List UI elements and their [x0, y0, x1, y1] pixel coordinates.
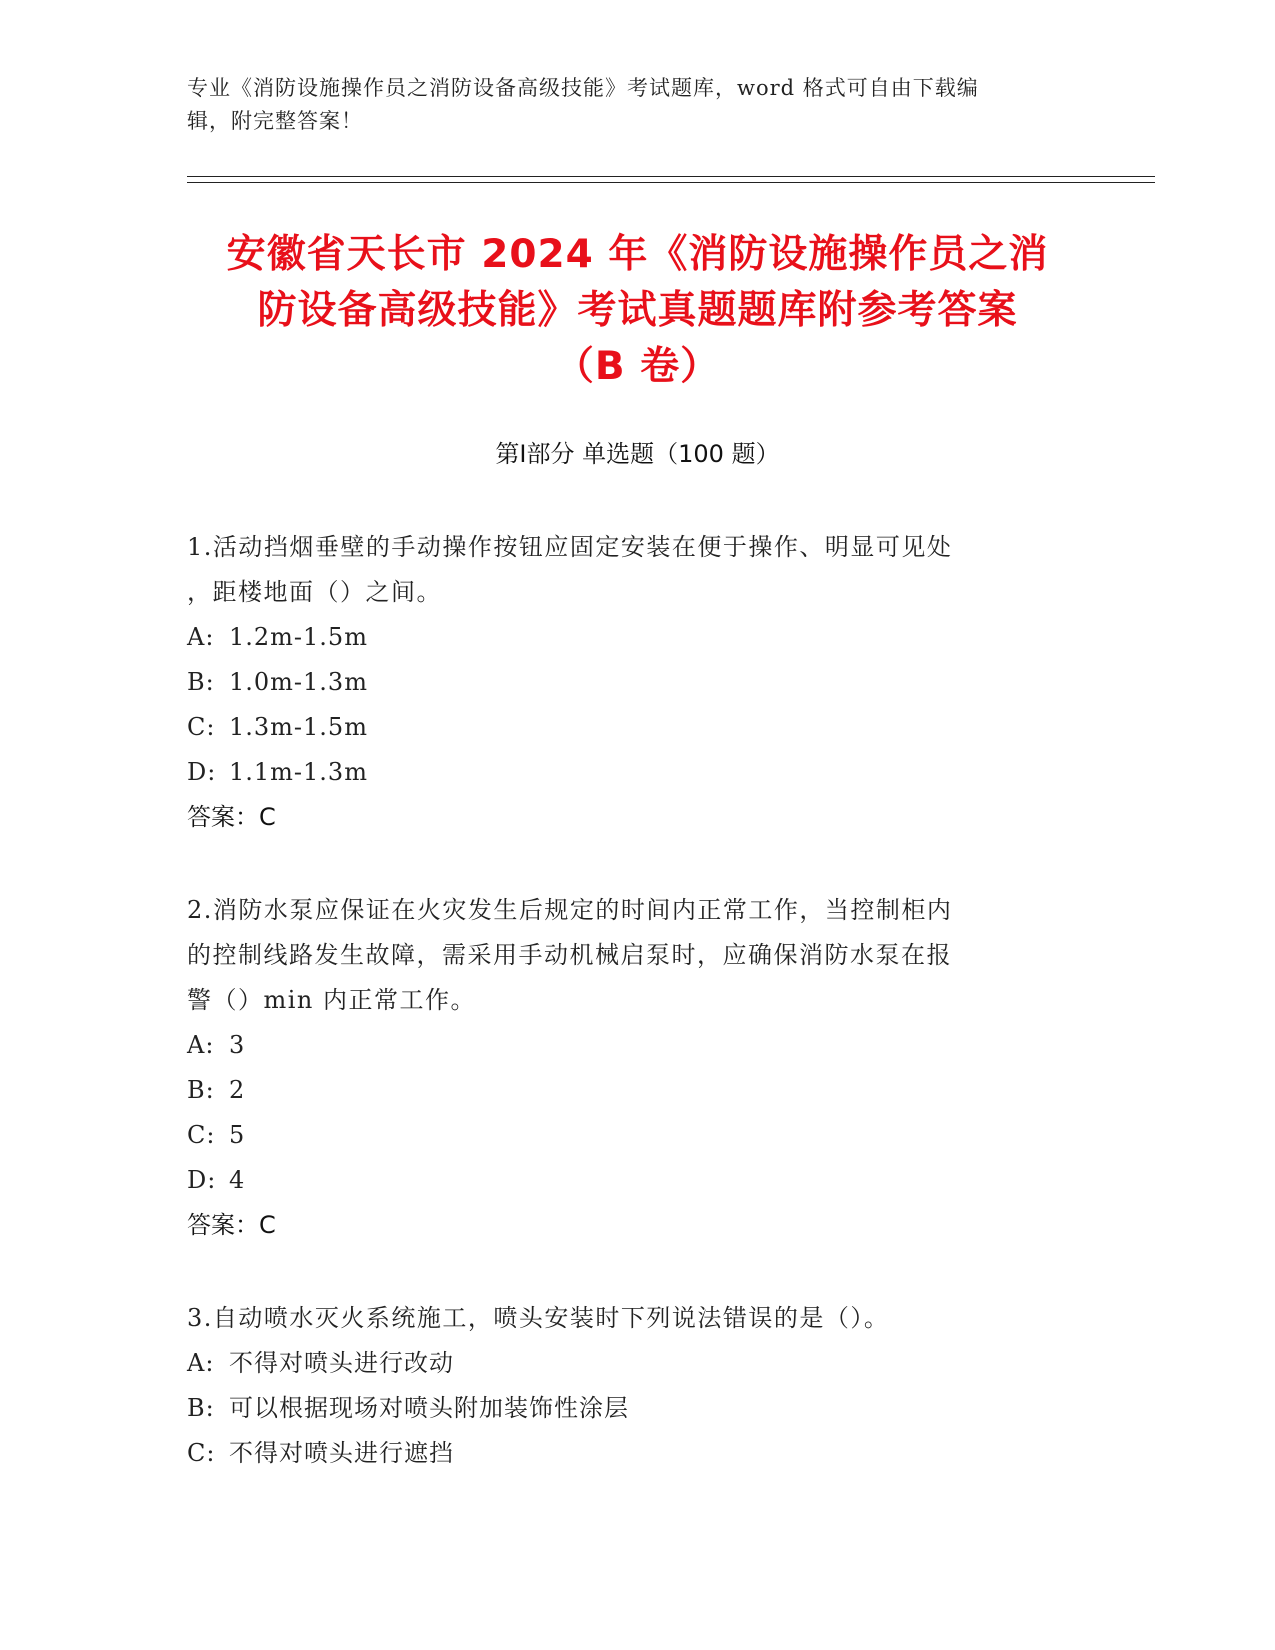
page-header — [187, 72, 1087, 138]
header-rule-top — [187, 176, 1155, 177]
option-d — [187, 750, 1067, 795]
title-line-2: 防设备高级技能》考试真题题库附参考答案 — [257, 288, 1018, 333]
option-text: 1.0m-1.3m — [229, 668, 368, 696]
answer-line: 答案：C — [187, 1211, 276, 1239]
option-key: D: — [187, 1166, 217, 1194]
option-text: 不得对喷头进行遮挡 — [229, 1439, 454, 1467]
option-key: B: — [187, 1076, 215, 1104]
option-c — [187, 1431, 1067, 1476]
option-b — [187, 1386, 1067, 1431]
header-line-1: 专业《消防设施操作员之消防设备高级技能》考试题库，word 格式可自由下载编 — [187, 76, 979, 100]
option-text: 可以根据现场对喷头附加装饰性涂层 — [229, 1394, 629, 1422]
answer-line: 答案：C — [187, 803, 276, 831]
option-a — [187, 615, 1067, 660]
option-text: 1.3m-1.5m — [229, 713, 368, 741]
title-line-3: （B 卷） — [554, 344, 721, 389]
option-key: A: — [187, 1349, 215, 1377]
document-title — [160, 227, 1115, 395]
option-text: 5 — [229, 1121, 246, 1149]
option-c — [187, 705, 1067, 750]
title-line-1: 安徽省天长市 2024 年《消防设施操作员之消 — [226, 232, 1049, 277]
option-key: A: — [187, 623, 215, 651]
question-2 — [187, 888, 1067, 1248]
option-d — [187, 1158, 1067, 1203]
option-text: 1.2m-1.5m — [229, 623, 368, 651]
option-c — [187, 1113, 1067, 1158]
question-stem-line: 3.自动喷水灭火系统施工，喷头安装时下列说法错误的是（）。 — [187, 1304, 890, 1332]
option-key: B: — [187, 668, 215, 696]
question-stem-line: ，距楼地面（）之间。 — [187, 578, 442, 606]
question-stem-line: 1.活动挡烟垂壁的手动操作按钮应固定安装在便于操作、明显可见处 — [187, 533, 953, 561]
option-key: A: — [187, 1031, 215, 1059]
option-text: 3 — [229, 1031, 246, 1059]
option-key: C: — [187, 713, 216, 741]
option-a — [187, 1023, 1067, 1068]
option-text: 不得对喷头进行改动 — [229, 1349, 454, 1377]
option-key: C: — [187, 1121, 216, 1149]
question-stem-line: 警（）min 内正常工作。 — [187, 986, 477, 1014]
question-1 — [187, 525, 1067, 840]
section-heading: 第Ⅰ部分 单选题（100 题） — [495, 440, 780, 468]
option-b — [187, 660, 1067, 705]
header-line-2: 辑，附完整答案！ — [187, 109, 363, 133]
option-key: B: — [187, 1394, 215, 1422]
option-b — [187, 1068, 1067, 1113]
option-text: 1.1m-1.3m — [229, 758, 368, 786]
header-rule-bottom — [187, 182, 1155, 183]
question-stem-line: 的控制线路发生故障，需采用手动机械启泵时，应确保消防水泵在报 — [187, 941, 952, 969]
option-key: C: — [187, 1439, 216, 1467]
question-stem-line: 2.消防水泵应保证在火灾发生后规定的时间内正常工作，当控制柜内 — [187, 896, 953, 924]
question-3 — [187, 1296, 1067, 1476]
option-key: D: — [187, 758, 217, 786]
option-text: 2 — [229, 1076, 246, 1104]
option-text: 4 — [229, 1166, 246, 1194]
option-a — [187, 1341, 1067, 1386]
